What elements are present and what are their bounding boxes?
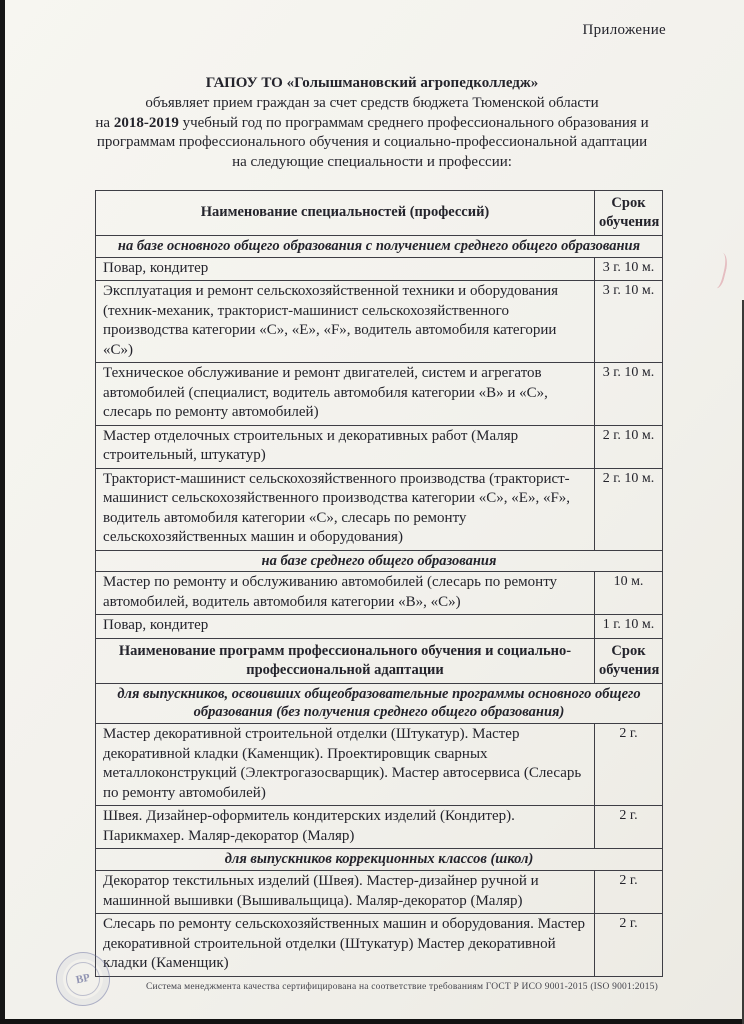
section-label: на базе основного общего образования с получением среднего общего образования <box>96 235 663 257</box>
table-row <box>96 871 663 914</box>
column-header-specialties: Наименование специальностей (профессий) <box>96 190 595 235</box>
table-row <box>96 281 663 363</box>
specialty-name: Повар, кондитер <box>96 257 595 281</box>
section-row <box>96 849 663 871</box>
specialty-name: Мастер отделочных строительных и декоративных работ (Маляр строительный, штукатур) <box>96 425 595 468</box>
specialty-name: Эксплуатация и ремонт сельскохозяйственной техники и оборудования (техник-механик, тракторист-машинист сельскохозяйственного производства категории «С», «Е», «F», водитель автомобиля категории «С») <box>96 281 595 363</box>
column-header-term: Срок обучения <box>595 638 663 683</box>
table-header-row <box>96 638 663 683</box>
table-row <box>96 914 663 977</box>
specialty-term: 2 г. <box>595 806 663 849</box>
specialty-name: Повар, кондитер <box>96 615 595 639</box>
specialty-name: Мастер декоративной строительной отделки (Штукатур). Мастер декоративной кладки (Каменщик). Проектировщик сварных металлоконструкций (Электрогазосварщик). Мастер автосервиса (Слесарь по ремонту автомобилей) <box>96 724 595 806</box>
specialty-name: Тракторист-машинист сельскохозяйственного производства (тракторист-машинист сельскохозяйственного производства категории «С», «Е», «F», водитель автомобиля категории «С», слесарь по ремонту сельскохозяйственных машин и оборудования) <box>96 468 595 550</box>
section-row <box>96 683 663 724</box>
specialty-term: 2 г. 10 м. <box>595 425 663 468</box>
specialty-term: 2 г. 10 м. <box>595 468 663 550</box>
certification-footer: Система менеджмента качества сертифицирована на соответствие требованиям ГОСТ Р ИСО 9001-2015 (ISO 9001:2015) <box>146 982 658 992</box>
scan-edge-bottom <box>0 1019 744 1024</box>
table-row <box>96 257 663 281</box>
specialty-term: 1 г. 10 м. <box>595 615 663 639</box>
table-row <box>96 806 663 849</box>
section-row <box>96 235 663 257</box>
college-name: ГАПОУ ТО «Голышмановский агропедколледж» <box>205 75 539 91</box>
specialty-term: 2 г. <box>595 724 663 806</box>
stamp-initials: ВР <box>63 959 103 999</box>
specialty-name: Мастер по ремонту и обслуживанию автомобилей (слесарь по ремонту автомобилей, водитель автомобиля категории «В», «С») <box>96 572 595 615</box>
specialty-name: Техническое обслуживание и ремонт двигателей, систем и агрегатов автомобилей (специалист, водитель автомобиля категории «В» и «С», слесарь по ремонту автомобилей) <box>96 363 595 426</box>
specialty-name: Швея. Дизайнер-оформитель кондитерских изделий (Кондитер). Парикмахер. Маляр-декоратор (Маляр) <box>96 806 595 849</box>
specialty-term: 10 м. <box>595 572 663 615</box>
specialty-term: 3 г. 10 м. <box>595 281 663 363</box>
table-row <box>96 615 663 639</box>
header-line-2: объявляет прием граждан за счет средств бюджета Тюменской области <box>145 94 599 111</box>
table-row <box>96 572 663 615</box>
specialty-term: 2 г. <box>595 914 663 977</box>
table-row <box>96 425 663 468</box>
scan-edge-left <box>0 0 5 1024</box>
header-line-3 <box>52 114 692 134</box>
specialty-term: 3 г. 10 м. <box>595 363 663 426</box>
column-header-programs: Наименование программ профессионального обучения и социально-профессиональной адаптации <box>96 638 595 683</box>
specialty-term: 2 г. <box>595 871 663 914</box>
table-row <box>96 468 663 550</box>
specialty-term: 3 г. 10 м. <box>595 257 663 281</box>
pen-mark <box>706 251 730 290</box>
header-line-4: программам профессионального обучения и социально-профессиональной адаптации <box>96 134 648 151</box>
header-line-3-prefix: на <box>95 114 114 131</box>
table-row <box>96 363 663 426</box>
section-label: для выпускников коррекционных классов (школ) <box>96 849 663 871</box>
header-line-3-suffix: учебный год по программам среднего профессионального образования и <box>178 114 649 131</box>
table-header-row <box>96 190 663 235</box>
specialties-table <box>95 190 663 977</box>
specialty-name: Декоратор текстильных изделий (Швея). Мастер-дизайнер ручной и машинной вышивки (Вышивальщица). Маляр-декоратор (Маляр) <box>96 871 595 914</box>
header-line-5: на следующие специальности и профессии: <box>232 154 512 171</box>
column-header-term: Срок обучения <box>595 190 663 235</box>
table-row <box>96 724 663 806</box>
section-label: для выпускников, освоивших общеобразовательные программы основного общего образования (без получения среднего общего образования) <box>96 683 663 724</box>
section-row <box>96 550 663 572</box>
attachment-label: Приложение <box>582 22 666 38</box>
academic-year: 2018-2019 <box>113 114 179 131</box>
specialty-name: Слесарь по ремонту сельскохозяйственных машин и оборудования. Мастер декоративной строительной отделки (Штукатур) Мастер декоративной кладки (Каменщик) <box>96 914 595 977</box>
section-label: на базе среднего общего образования <box>96 550 663 572</box>
